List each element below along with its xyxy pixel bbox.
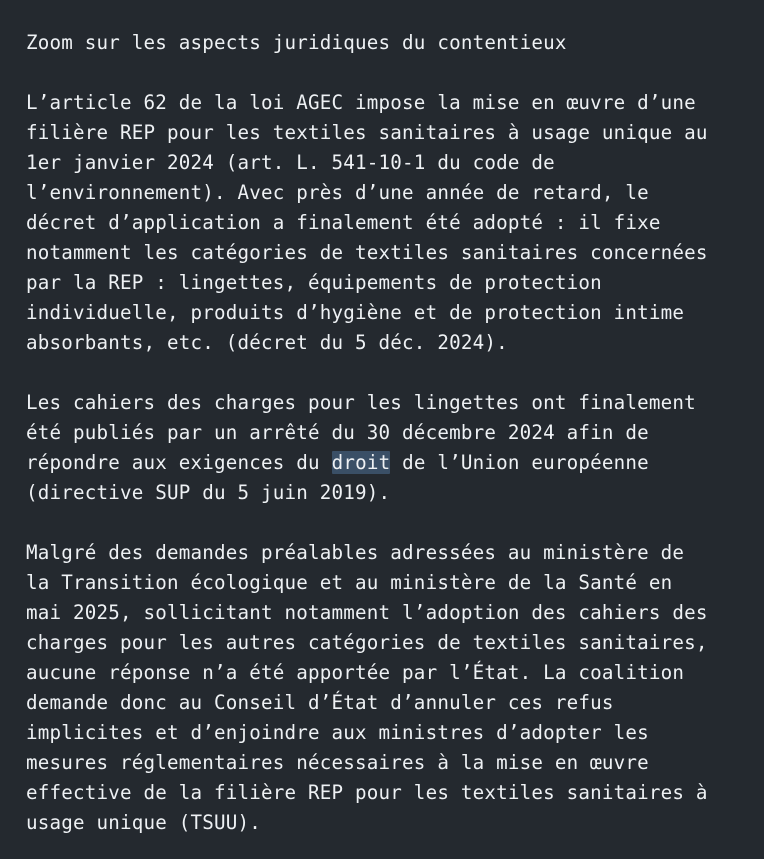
text-line: Les cahiers des charges pour les lingettes ont finalement: [26, 391, 696, 414]
text-line: l’environnement). Avec près d’une année de retard, le: [26, 181, 649, 204]
document-title: Zoom sur les aspects juridiques du contentieux: [26, 31, 567, 54]
text-line: usage unique (TSUU).: [26, 811, 262, 834]
selected-word[interactable]: droit: [331, 451, 391, 474]
text-line: Malgré des demandes préalables adressées au ministère de: [26, 541, 685, 564]
paragraph-1: [26, 88, 764, 358]
text-line: la Transition écologique et au ministère de la Santé en: [26, 571, 673, 594]
text-line: mesures réglementaires nécessaires à la mise en œuvre: [26, 751, 649, 774]
text-line: charges pour les autres catégories de textiles sanitaires,: [26, 631, 708, 654]
text-line: individuelle, produits d’hygiène et de protection intime: [26, 301, 685, 324]
text-line: aucune réponse n’a été apportée par l’État. La coalition: [26, 661, 685, 684]
text-line: absorbants, etc. (décret du 5 déc. 2024).: [26, 331, 508, 354]
text-line: par la REP : lingettes, équipements de protection: [26, 271, 602, 294]
text-line: L’article 62 de la loi AGEC impose la mise en œuvre d’une: [26, 91, 696, 114]
text-line: demande donc au Conseil d’État d’annuler ces refus: [26, 691, 614, 714]
text-line: 1er janvier 2024 (art. L. 541‑10‑1 du code de: [26, 151, 555, 174]
text-line: effective de la filière REP pour les textiles sanitaires à: [26, 781, 708, 804]
blank-line: [26, 58, 764, 88]
text-line-with-selection: [26, 448, 764, 478]
text-line: notamment les catégories de textiles sanitaires concernées: [26, 241, 708, 264]
text-line: été publiés par un arrêté du 30 décembre 2024 afin de: [26, 421, 649, 444]
text-line: décret d’application a finalement été adopté : il fixe: [26, 211, 661, 234]
blank-line: [26, 358, 764, 388]
text-line: mai 2025, sollicitant notamment l’adoption des cahiers des: [26, 601, 708, 624]
text-line: filière REP pour les textiles sanitaires à usage unique au: [26, 121, 708, 144]
blank-line: [26, 508, 764, 538]
text-line: implicites et d’enjoindre aux ministres d’adopter les: [26, 721, 649, 744]
paragraph-3: [26, 538, 764, 838]
text-line: (directive SUP du 5 juin 2019).: [26, 481, 391, 504]
text-fragment: de l’Union européenne: [390, 451, 649, 474]
text-fragment: répondre aux exigences du: [26, 451, 332, 474]
paragraph-2: [26, 388, 764, 508]
